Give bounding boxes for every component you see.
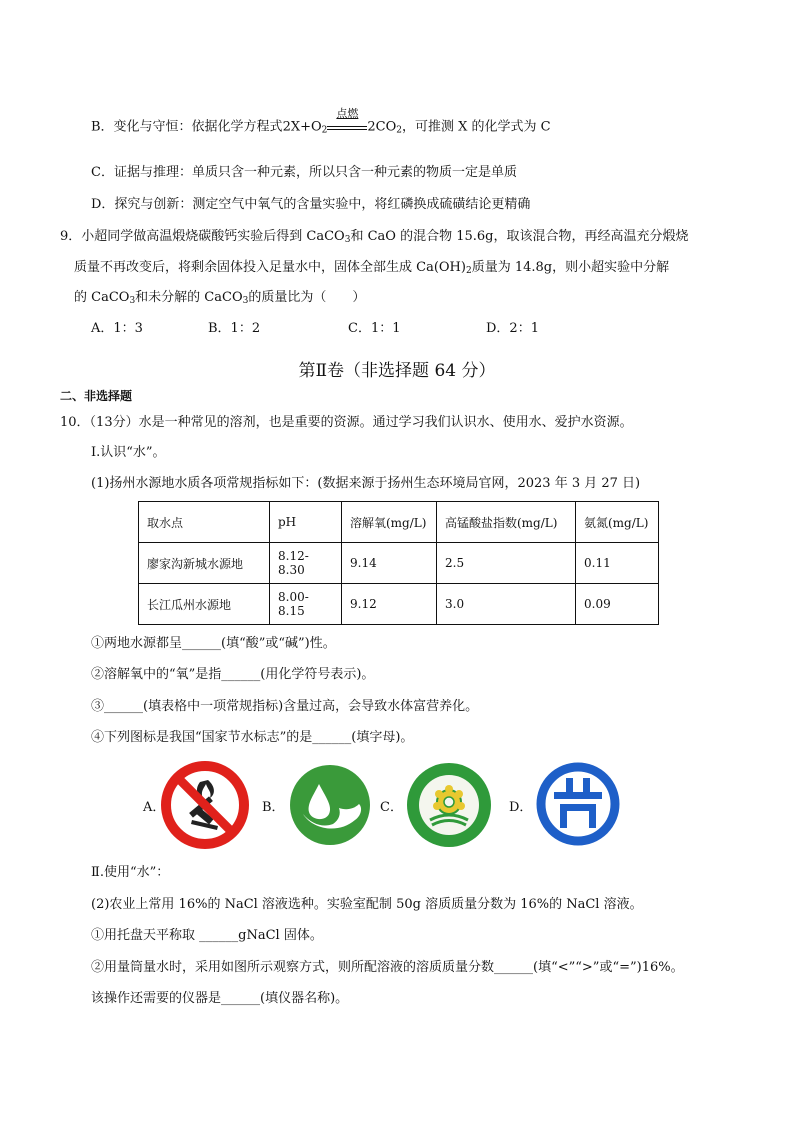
table-row xyxy=(139,543,659,584)
q10-q4: ④下列图标是我国“国家节水标志”的是______(填字母)。 xyxy=(91,730,414,745)
part2-title: 第Ⅱ卷（非选择题 64 分） xyxy=(298,361,496,381)
table-header: pH xyxy=(270,502,342,543)
q10-q1: ①两地水源都呈______(填“酸”或“碱”)性。 xyxy=(91,636,336,651)
table-header: 溶解氧(mg/L) xyxy=(342,502,437,543)
formula-left: 2X+O xyxy=(282,119,322,135)
q9-line2: 质量不再改变后，将剩余固体投入足量水中，固体全部生成 $Ca(OH)_2$质量为 14.8g，则小超实验中分解 xyxy=(74,260,670,276)
option-d: D．探究与创新：测定空气中氧气的含量实验中，将红磷换成硫磺结论更精确 xyxy=(91,197,531,212)
table-cell: 8.00-8.15 xyxy=(270,584,342,625)
table-cell: 0.09 xyxy=(576,584,659,625)
table-cell: 9.14 xyxy=(342,543,437,584)
subscript: 2 xyxy=(396,125,402,136)
q9-choice-b: B．1：2 xyxy=(208,321,261,336)
icon-label-c: C． xyxy=(380,800,403,815)
icon-label-a: A． xyxy=(143,800,166,815)
q9-choice-a: A．1：3 xyxy=(91,321,143,336)
section-heading: 二、非选择题 xyxy=(60,389,133,403)
q10-s3: 该操作还需要的仪器是______(填仪器名称)。 xyxy=(91,991,349,1006)
reaction-condition: 点燃 xyxy=(336,107,359,120)
table-header: 取水点 xyxy=(139,502,270,543)
table-cell: 9.12 xyxy=(342,584,437,625)
q10-sub1: (1)扬州水源地水质各项常规指标如下：(数据来源于扬州生态环境局官网，2023 年 3 月 27 日) xyxy=(91,476,641,491)
q10-part1: Ⅰ.认识“水”。 xyxy=(91,445,166,460)
option-b xyxy=(91,107,551,140)
no-fire-icon xyxy=(160,760,250,850)
q9-line3: 的 CaCO$_3$和未分解的 CaCO$_3$的质量比为（ ） xyxy=(74,290,366,306)
table-header-row xyxy=(139,502,659,543)
icon-label-d: D． xyxy=(509,800,533,815)
q10-intro: 10．（13分）水是一种常见的溶剂，也是重要的资源。通过学习我们认识水、使用水、爱护水资源。 xyxy=(60,415,633,430)
icon-label-b: B． xyxy=(262,800,285,815)
q10-s2: ②用量筒量水时，采用如图所示观察方式，则所配溶液的溶质质量分数______(填“<”“>”或“=”)16%。 xyxy=(91,960,684,975)
option-b-text: B．变化与守恒：依据化学方程式 xyxy=(91,119,283,135)
q10-part2: Ⅱ.使用“水”： xyxy=(91,865,170,880)
subscript: 2 xyxy=(321,125,328,136)
table-cell: 0.11 xyxy=(576,543,659,584)
table-header: 高锰酸盐指数(mg/L) xyxy=(437,502,576,543)
table-cell: 长江瓜州水源地 xyxy=(139,584,270,625)
formula-right: 2CO xyxy=(367,119,397,135)
reaction-arrow xyxy=(327,107,367,136)
china-environmental-label-icon xyxy=(406,762,492,848)
option-b-suffix: ，可推测 X 的化学式为 C xyxy=(402,119,551,135)
water-saving-drop-icon xyxy=(289,764,371,846)
q9-line1: 9．小超同学做高温煅烧碳酸钙实验后得到 CaCO$_3$和 CaO 的混合物 15.6g，取该混合物，再经高温充分煅烧 xyxy=(60,229,689,245)
q9-choice-c: C．1：1 xyxy=(348,321,401,336)
q10-sub2: (2)农业上常用 16%的 NaCl 溶液选种。实验室配制 50g 溶质质量分数为 16%的 NaCl 溶液。 xyxy=(91,897,643,912)
table-cell: 8.12-8.30 xyxy=(270,543,342,584)
table-cell: 3.0 xyxy=(437,584,576,625)
blue-circle-symbol-icon xyxy=(536,762,620,846)
table-cell: 2.5 xyxy=(437,543,576,584)
table-row xyxy=(139,584,659,625)
option-c: C．证据与推理：单质只含一种元素，所以只含一种元素的物质一定是单质 xyxy=(91,165,517,180)
q10-q2: ②溶解氧中的“氧”是指______(用化学符号表示)。 xyxy=(91,667,375,682)
table-cell: 廖家沟新城水源地 xyxy=(139,543,270,584)
q10-s1: ①用托盘天平称取 ______gNaCl 固体。 xyxy=(91,928,323,943)
water-quality-table xyxy=(138,501,659,625)
table-header: 氨氮(mg/L) xyxy=(576,502,659,543)
q10-q3: ③______(填表格中一项常规指标)含量过高，会导致水体富营养化。 xyxy=(91,699,479,714)
q9-choice-d: D．2：1 xyxy=(486,321,539,336)
